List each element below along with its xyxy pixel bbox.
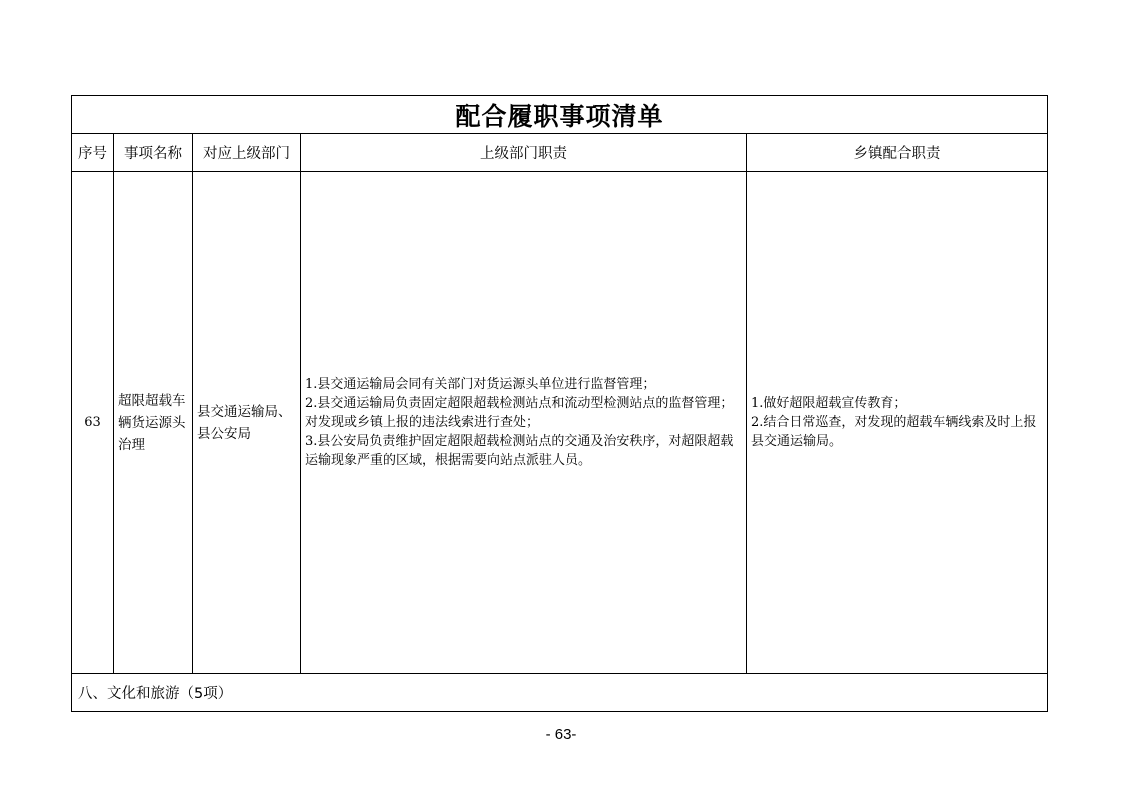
row-seq: 63 xyxy=(72,172,114,674)
header-town-duty: 乡镇配合职责 xyxy=(747,134,1048,172)
town-duty-item: 1.做好超限超载宣传教育； xyxy=(751,396,907,411)
town-duty-item: 2.结合日常巡查，对发现的超载车辆线索及时上报县交通运输局。 xyxy=(751,415,1037,449)
section-heading: 八、文化和旅游（5项） xyxy=(72,674,1048,712)
table-title: 配合履职事项清单 xyxy=(72,96,1048,134)
row-dept: 县交通运输局、县公安局 xyxy=(193,172,301,674)
header-dept: 对应上级部门 xyxy=(193,134,301,172)
header-seq: 序号 xyxy=(72,134,114,172)
duty-table xyxy=(71,95,1048,712)
header-name: 事项名称 xyxy=(114,134,193,172)
upper-duty-item: 3.县公安局负责维护固定超限超载检测站点的交通及治安秩序，对超限超载运输现象严重的区域，根据需要向站点派驻人员。 xyxy=(305,434,734,468)
header-upper-duty: 上级部门职责 xyxy=(301,134,747,172)
table-row xyxy=(72,172,1048,674)
upper-duty-item: 2.县交通运输局负责固定超限超载检测站点和流动型检测站点的监督管理；对发现或乡镇上报的违法线索进行查处； xyxy=(305,396,734,430)
row-upper-duty xyxy=(301,172,747,674)
upper-duty-item: 1.县交通运输局会同有关部门对货运源头单位进行监督管理； xyxy=(305,377,656,392)
row-town-duty xyxy=(747,172,1048,674)
row-name: 超限超载车辆货运源头治理 xyxy=(114,172,193,674)
page-number: - 63- xyxy=(545,726,577,743)
